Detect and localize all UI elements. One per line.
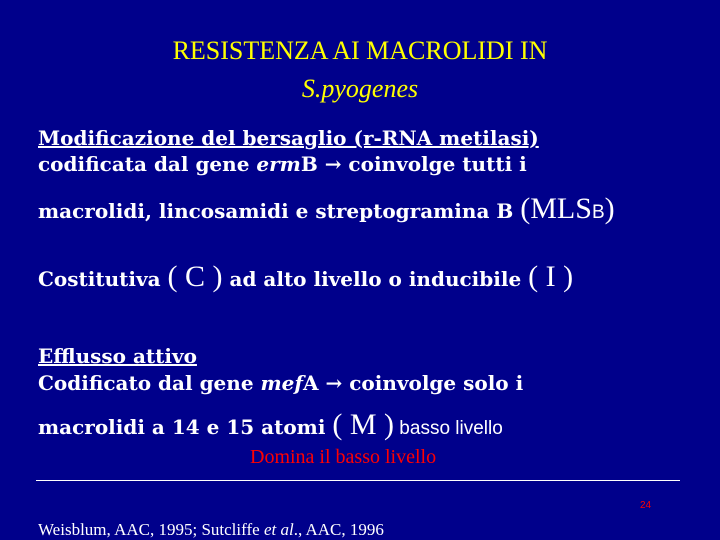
mlsb-close-paren: ) <box>604 192 615 225</box>
reference-et-al: et al <box>263 520 294 539</box>
constitutive-text-c: ad alto livello o inducibile <box>222 267 529 291</box>
erm-gene-letter: B <box>300 152 318 176</box>
efflux-heading: Efflusso attivo <box>38 344 197 368</box>
divider <box>36 480 680 481</box>
references <box>38 520 384 540</box>
mlsb-label: (MLS <box>520 192 592 225</box>
low-level-text: basso livello <box>394 418 503 439</box>
slide-subtitle-organism: S.pyogenes <box>301 74 419 103</box>
erm-gene-name: erm <box>256 152 301 176</box>
mef-text-b: coinvolge solo i <box>349 371 524 395</box>
mef-gene-letter: A <box>303 371 319 395</box>
erm-text-b: coinvolge tutti i <box>348 152 527 176</box>
mlsb-subscript: B <box>591 202 605 223</box>
mef-gene-name: mef <box>260 371 303 395</box>
mef-gene-line <box>38 371 523 395</box>
m-phenotype-text: macrolidi a 14 e 15 atomi <box>38 415 333 439</box>
constitutive-line <box>38 260 573 294</box>
mef-text-a: Codificato dal gene <box>38 371 261 395</box>
mlsb-text: macrolidi, lincosamidi e streptogramina B <box>38 199 521 223</box>
constitutive-text-a: Costitutiva <box>38 267 168 291</box>
arrow-icon: → <box>317 152 349 176</box>
erm-text-a: codificata dal gene <box>38 152 257 176</box>
erm-gene-line <box>38 152 527 176</box>
inducible-code: ( I ) <box>528 260 574 293</box>
dominance-note: Domina il basso livello <box>250 446 437 468</box>
arrow-icon: → <box>318 371 350 395</box>
reference-text-c: ., AAC, 1996 <box>293 520 384 539</box>
m-phenotype-line <box>38 408 503 442</box>
mlsb-line <box>38 192 615 226</box>
constitutive-code: ( C ) <box>167 260 223 293</box>
reference-text-a: Weisblum, AAC, 1995; Sutcliffe <box>38 520 264 539</box>
slide-title: RESISTENZA AI MACROLIDI IN <box>172 36 548 65</box>
target-modification-heading: Modificazione del bersaglio (r-RNA metilasi) <box>38 126 539 150</box>
m-phenotype-code: ( M ) <box>332 408 395 441</box>
page-number: 24 <box>640 500 652 511</box>
